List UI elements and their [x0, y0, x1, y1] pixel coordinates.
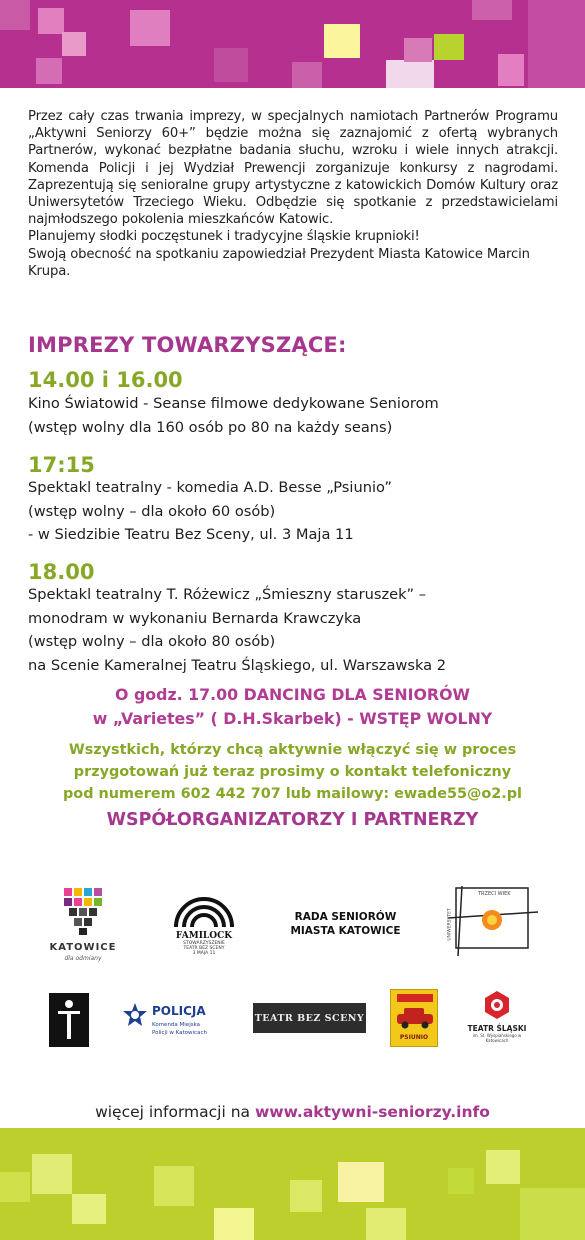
- intro-paragraph: Przez cały czas trwania imprezy, w specjalnych namiotach Partnerów Programu „Aktywni Seniorzy 60+” będzie można się zaznajomić z ofertą wybranych Partnerów, wykonać bezpłatne badania słuchu, wzroku i wiele innych atrakcji. Komenda Policji i jej Wydział Prewencji zorganizuje konkursy z nagrodami. Zaprezentują się senioralne grupy artystyczne z katowickich Domów Kultury oraz Uniwersytetów Trzeciego Wieku. Odbędzie się spotkanie z przedstawicielami najmłodszego pokolenia mieszkańców Katowic.: [28, 109, 558, 228]
- familock-sub1: STOWARZYSZENIE: [183, 941, 225, 946]
- partners-title: WSPÓŁORGANIZATORZY I PARTNERZY: [106, 810, 479, 830]
- teatr-slaski-sub: im. St. Wyspiańskiego w Katowicach: [472, 1033, 522, 1043]
- bottom-decorative-band: [0, 1128, 585, 1240]
- website-link[interactable]: www.aktywni-seniorzy.info: [254, 1103, 490, 1121]
- intro-president-line: Swoją obecność na spotkaniu zapowiedział Prezydent Miasta Katowice Marcin Krupa.: [28, 246, 530, 279]
- dancing-line-2: w „Varietes” ( D.H.Skarbek) - WSTĘP WOLNY: [92, 709, 493, 728]
- policja-sub1: Komenda Miejska: [152, 1022, 201, 1028]
- event-line: Kino Światowid - Seanse filmowe dedykowane Seniorom: [28, 395, 439, 412]
- side-events-title: IMPREZY TOWARZYSZĄCE:: [28, 333, 347, 357]
- event-2-details: [28, 476, 568, 547]
- rada-line-1: RADA SENIORÓW: [294, 911, 397, 923]
- teatr-bez-sceny-logo: [253, 1003, 366, 1033]
- event-time-1: 14.00 i 16.00: [28, 368, 183, 392]
- top-decorative-band: [0, 0, 585, 88]
- teatr-slaski-name: TEATR ŚLĄSKI: [467, 1024, 527, 1033]
- event-line: (wstęp wolny – dla około 60 osób): [28, 502, 276, 520]
- car-icon: [395, 1006, 435, 1030]
- intro-sweet-line: Planujemy słodki poczęstunek i tradycyjne śląskie krupnioki!: [28, 229, 420, 245]
- trzeci-wiek-name: TRZECI WIEK: [478, 891, 511, 897]
- policja-logo: [122, 1000, 232, 1042]
- dancing-announcement: [0, 683, 585, 731]
- poster-text: PSIUNIO: [399, 1034, 429, 1041]
- trzeci-wiek-side: UNIWERSYTET: [447, 908, 453, 941]
- event-line: na Scenie Kameralnej Teatru Śląskiego, ul. Warszawska 2: [28, 656, 447, 674]
- teatr-bez-sceny-name: TEATR BEZ SCENY: [254, 1012, 365, 1024]
- intro-text: [28, 108, 558, 280]
- police-star-icon: [122, 1002, 148, 1030]
- familock-name: FAMILOCK: [175, 931, 233, 941]
- katowice-heart-icon: [48, 886, 118, 936]
- katowice-tagline: dla odmiany: [64, 955, 102, 962]
- event-3-details: [28, 583, 568, 677]
- event-line: (wstęp wolny – dla około 80 osób): [28, 633, 276, 650]
- katowice-logo: [48, 886, 118, 962]
- policja-name: POLICJA: [152, 1004, 206, 1018]
- contact-line-3[interactable]: pod numerem 602 442 707 lub mailowy: ewade55@o2.pl: [63, 786, 522, 802]
- event-line: monodram w wykonaniu Bernarda Krawczyka: [28, 609, 362, 627]
- policja-sub2: Policji w Katowicach: [152, 1030, 207, 1036]
- event-line: - w Siedzibie Teatru Bez Sceny, ul. 3 Maja 11: [28, 526, 354, 543]
- event-1-details: [28, 392, 568, 439]
- more-info-line: [0, 1103, 585, 1121]
- familock-arch-icon: [172, 895, 236, 927]
- rada-line-2: MIASTA KATOWICE: [290, 925, 401, 937]
- dancing-line-1: O godz. 17.00 DANCING DLA SENIORÓW: [115, 685, 470, 704]
- contact-line-1: Wszystkich, którzy chcą aktywnie włączyć się w proces: [68, 742, 517, 758]
- event-time-2: 17:15: [28, 453, 95, 477]
- familock-sub3: 3 MAJA 11: [192, 951, 216, 956]
- rada-seniorow-logo: [278, 910, 413, 938]
- teatr-slaski-logo: [464, 990, 530, 1048]
- event-line: Spektakl teatralny - komedia A.D. Besse „Psiunio”: [28, 479, 392, 496]
- katowice-name: KATOWICE: [49, 942, 117, 953]
- teatr-slaski-emblem-icon: [482, 990, 512, 1020]
- psiunio-poster: [390, 989, 438, 1047]
- event-line: Spektakl teatralny T. Różewicz „Śmieszny staruszek” –: [28, 586, 427, 603]
- familock-sub2: TEATR BEZ SCENY: [183, 946, 225, 951]
- more-info-prefix: więcej informacji na: [95, 1103, 255, 1121]
- theatre-figure-logo: [49, 993, 89, 1047]
- event-time-3: 18.00: [28, 560, 95, 584]
- contact-line-2: przygotowań już teraz prosimy o kontakt telefoniczny: [73, 764, 512, 780]
- figure-icon: [49, 993, 89, 1047]
- contact-info: [0, 739, 585, 805]
- event-line: (wstęp wolny dla 160 osób po 80 na każdy seans): [28, 418, 393, 436]
- trzeci-wiek-logo: [448, 886, 538, 956]
- familock-logo: [170, 895, 238, 955]
